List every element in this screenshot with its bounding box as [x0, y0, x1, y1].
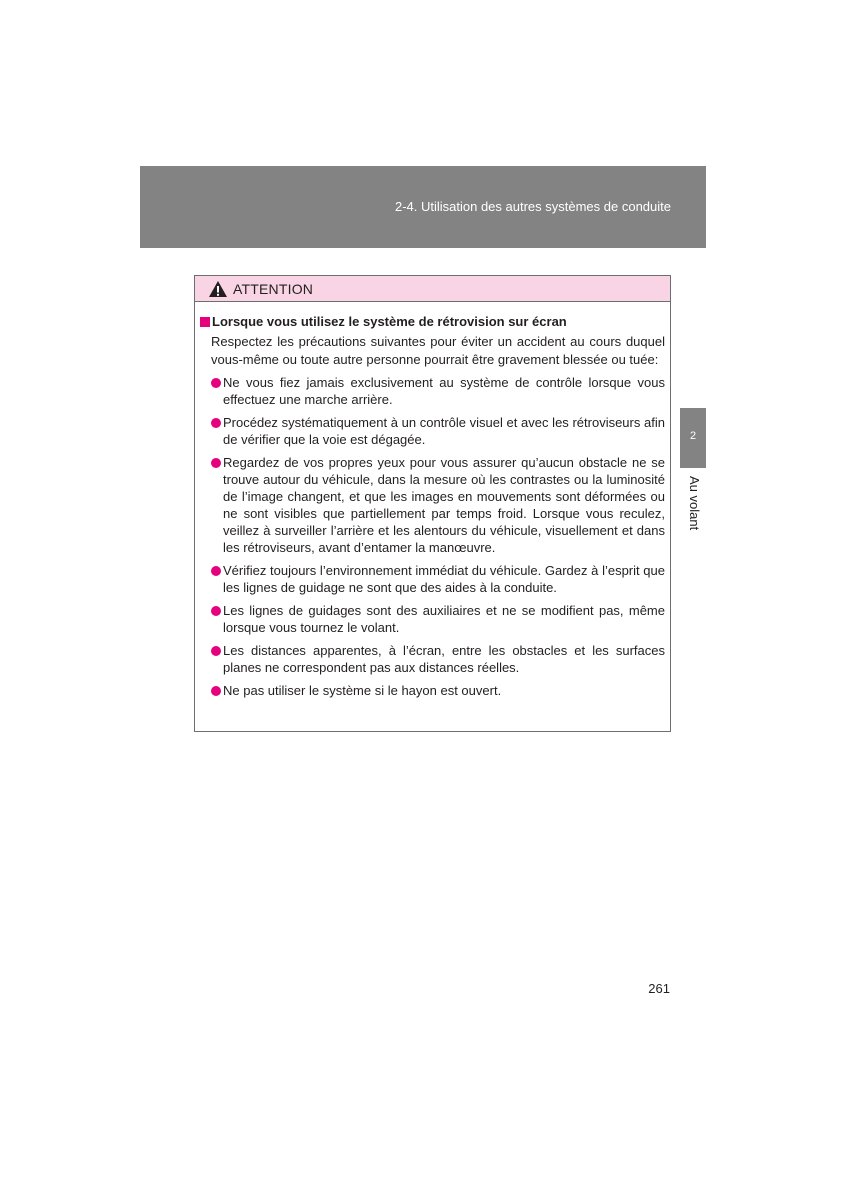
- list-item: [211, 414, 665, 448]
- list-item-text: Ne vous fiez jamais exclusivement au système de contrôle lorsque vous effectuez une marche arrière.: [223, 375, 665, 407]
- list-item: [211, 642, 665, 676]
- chapter-tab: [680, 408, 706, 468]
- list-item: [211, 374, 665, 408]
- section-heading: [200, 313, 665, 331]
- section-heading-text: Lorsque vous utilisez le système de rétrovision sur écran: [212, 314, 567, 329]
- list-item: [211, 454, 665, 556]
- list-item: [211, 602, 665, 636]
- intro-paragraph: Respectez les précautions suivantes pour éviter un accident au cours duquel vous-même ou toute autre personne pourrait être gravement blessée ou tuée:: [211, 334, 665, 367]
- bullet-dot-icon: [211, 566, 221, 576]
- section-title: 2-4. Utilisation des autres systèmes de conduite: [394, 199, 671, 214]
- chapter-number: 2: [689, 430, 697, 442]
- list-item-text: Les distances apparentes, à l’écran, entre les obstacles et les surfaces planes ne correspondent pas aux distances réelles.: [223, 643, 665, 675]
- list-item: [211, 562, 665, 596]
- bullet-dot-icon: [211, 686, 221, 696]
- list-item-text: Procédez systématiquement à un contrôle visuel et avec les rétroviseurs afin de vérifier que la voie est dégagée.: [223, 415, 665, 447]
- bullet-dot-icon: [211, 646, 221, 656]
- bullet-dot-icon: [211, 418, 221, 428]
- warning-triangle-icon: [208, 280, 228, 298]
- page-number: 261: [648, 981, 670, 996]
- warning-header: [195, 276, 670, 302]
- list-item-text: Regardez de vos propres yeux pour vous assurer qu’aucun obstacle ne se trouve autour du véhicule, dans la mesure où les contrastes ou la luminosité de l’image changent, et que les images en mouvements sont déformées ou ne sont visibles que partiellement par temps froid. Lorsque vous reculez, veillez à surveiller l’arrière et les alentours du véhicule, visuellement et dans les rétroviseurs, avant d’entamer la manœuvre.: [223, 455, 665, 555]
- warning-body: [195, 302, 670, 699]
- chapter-label: Au volant: [687, 476, 702, 531]
- list-item-text: Les lignes de guidages sont des auxiliaires et ne se modifient pas, même lorsque vous tournez le volant.: [223, 603, 665, 635]
- warning-box: [194, 275, 671, 732]
- bullet-dot-icon: [211, 458, 221, 468]
- list-item-text: Ne pas utiliser le système si le hayon est ouvert.: [223, 683, 502, 698]
- chapter-header-bar: [140, 166, 706, 248]
- bullet-dot-icon: [211, 378, 221, 388]
- precaution-list: [200, 374, 665, 699]
- warning-title: ATTENTION: [233, 280, 314, 297]
- list-item: [211, 682, 665, 699]
- square-bullet-icon: [200, 317, 210, 327]
- bullet-dot-icon: [211, 606, 221, 616]
- list-item-text: Vérifiez toujours l’environnement immédiat du véhicule. Gardez à l’esprit que les lignes de guidage ne sont que des aides à la conduite.: [223, 563, 665, 595]
